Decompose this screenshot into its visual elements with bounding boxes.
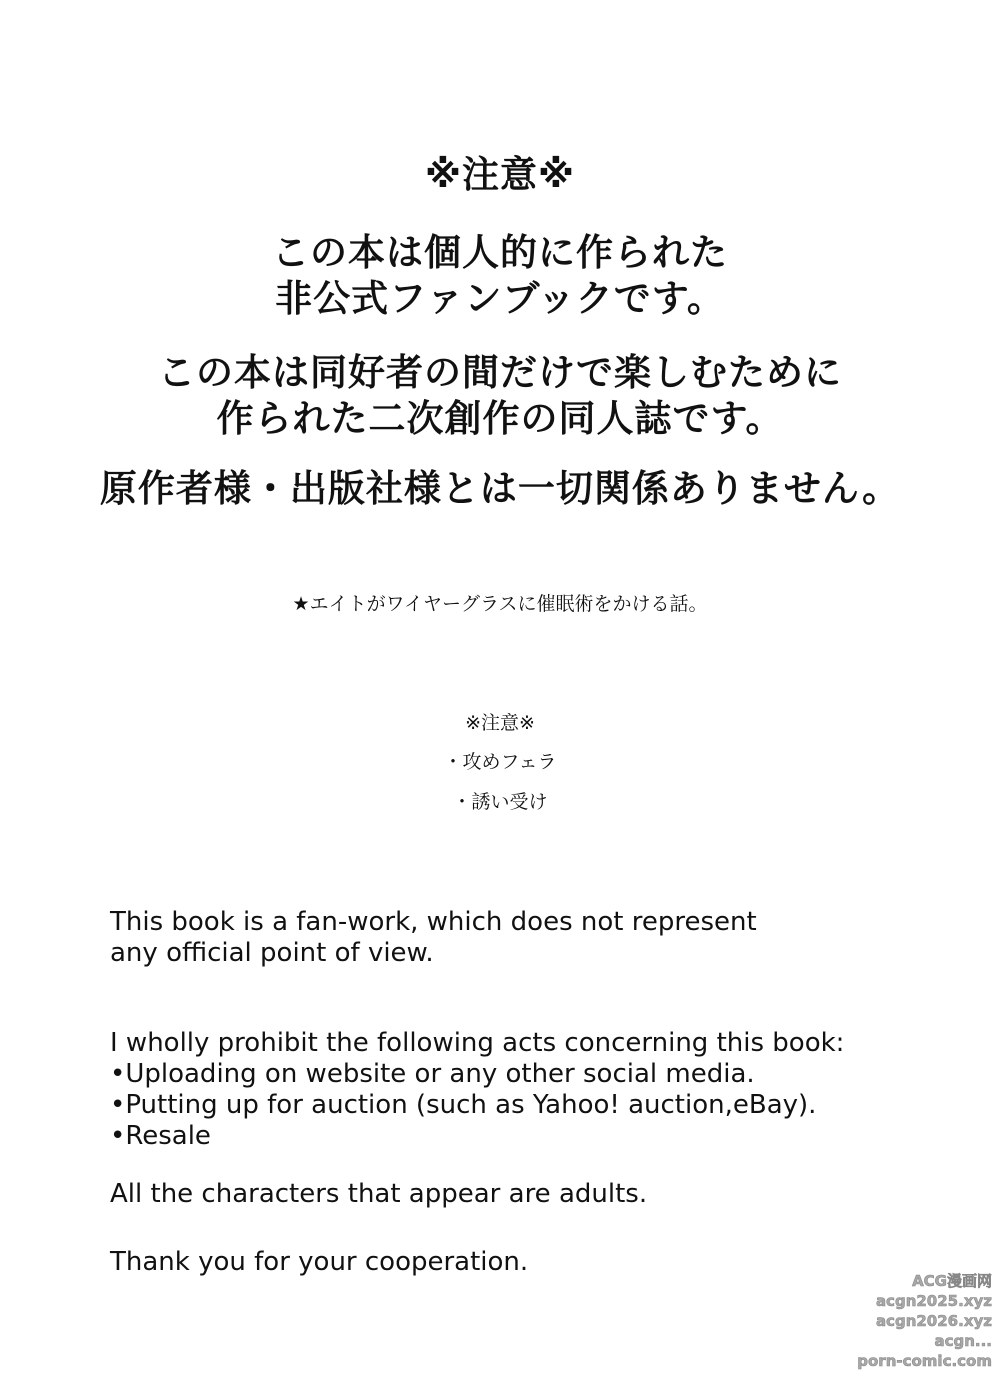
notice-block-3: 原作者様・出版社様とは一切関係ありません。 [99, 467, 901, 510]
caution-title: ※注意※ [425, 153, 575, 196]
en-prohibit-item-1: •Uploading on website or any other social media. [110, 1059, 755, 1089]
en-prohibit-item-2: •Putting up for auction (such as Yahoo! auction,eBay). [110, 1090, 817, 1120]
watermark-line-3: acgn2026.xyz [875, 1312, 992, 1330]
watermark-line-4: acgn... [934, 1332, 992, 1350]
en-prohibit-item-3: •Resale [110, 1121, 211, 1151]
notice-block-2-line-2: 作られた二次創作の同人誌です。 [216, 397, 784, 440]
en-prohibit-intro: I wholly prohibit the following acts concerning this book: [110, 1028, 845, 1058]
warning-item-2: ・誘い受け [452, 791, 548, 813]
en-paragraph-2 [110, 1028, 970, 1152]
notice-block-2-line-1: この本は同好者の間だけで楽しむために [158, 351, 842, 394]
watermark-line-1: ACG漫画网 [912, 1272, 992, 1290]
warning-item-1: ・攻めフェラ [443, 751, 557, 773]
en-paragraph-3: All the characters that appear are adults. [110, 1179, 648, 1209]
en-paragraph-4: Thank you for your cooperation. [110, 1247, 529, 1277]
synopsis: ★エイトがワイヤーグラスに催眠術をかける話。 [292, 593, 708, 615]
notice-block-1-line-2: 非公式ファンブックです。 [275, 277, 725, 320]
notice-block-1 [0, 230, 1000, 322]
en-paragraph-1 [110, 907, 970, 969]
notice-block-1-line-1: この本は個人的に作られた [272, 231, 728, 274]
site-watermark [852, 1271, 992, 1391]
en-paragraph-1-line-2: any official point of view. [110, 938, 434, 968]
watermark-line-5: porn-comic.com [857, 1352, 992, 1370]
notice-block-2 [0, 350, 1000, 442]
watermark-line-2: acgn2025.xyz [875, 1292, 992, 1310]
en-paragraph-1-line-1: This book is a fan-work, which does not represent [110, 907, 757, 937]
warning-title: ※注意※ [465, 712, 535, 734]
